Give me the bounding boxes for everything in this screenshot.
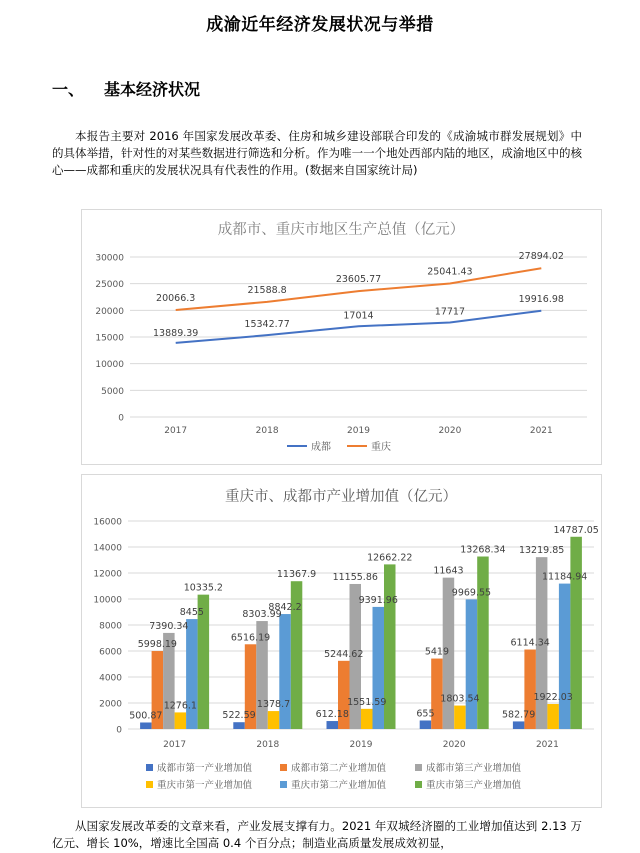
bar bbox=[361, 709, 373, 729]
chart-title: 重庆市、成都市产业增加值（亿元） bbox=[225, 489, 457, 505]
data-label: 1803.54 bbox=[440, 693, 480, 705]
data-label: 19916.98 bbox=[518, 293, 564, 305]
data-label: 17717 bbox=[434, 306, 466, 318]
y-tick-label: 12000 bbox=[93, 569, 122, 580]
data-label: 9969.55 bbox=[451, 587, 492, 599]
data-label: 17014 bbox=[343, 310, 374, 322]
x-tick-label: 2017 bbox=[163, 740, 187, 750]
legend-label: 成都市第三产业增加值 bbox=[426, 763, 522, 774]
data-label: 9391.96 bbox=[358, 594, 398, 606]
data-label: 1551.59 bbox=[347, 696, 387, 708]
bar bbox=[268, 711, 280, 729]
legend-swatch bbox=[146, 764, 153, 771]
y-tick-label: 14000 bbox=[93, 543, 122, 554]
data-label: 15342.77 bbox=[244, 319, 290, 331]
data-label: 522.59 bbox=[222, 710, 256, 722]
y-tick-label: 20000 bbox=[95, 306, 124, 317]
bar bbox=[547, 704, 559, 729]
bar bbox=[454, 706, 466, 729]
bar bbox=[420, 720, 432, 729]
data-label: 13268.34 bbox=[460, 544, 506, 556]
legend-swatch bbox=[415, 764, 422, 771]
data-label: 8303.99 bbox=[242, 609, 282, 621]
data-label: 1922.03 bbox=[533, 692, 573, 704]
y-tick-label: 10000 bbox=[95, 360, 124, 371]
data-label: 500.87 bbox=[129, 710, 163, 722]
data-label: 1378.7 bbox=[256, 699, 291, 711]
y-tick-label: 8000 bbox=[99, 621, 122, 632]
bar bbox=[466, 599, 478, 729]
legend-label: 重庆市第二产业增加值 bbox=[291, 780, 387, 791]
gdp-line-chart-svg bbox=[82, 210, 601, 464]
legend-label: 成都市第二产业增加值 bbox=[291, 763, 387, 774]
x-tick-label: 2021 bbox=[535, 740, 559, 750]
legend-swatch bbox=[146, 781, 153, 788]
legend-label: 重庆市第一产业增加值 bbox=[157, 780, 253, 791]
intro-paragraph: 本报告主要对 2016 年国家发展改革委、住房和城乡建设部联合印发的《成渝城市群发展规划》中的具体举措，针对性的对某些数据进行筛选和分析。作为唯一一个地处西部内陆的地区，成渝地区中的核心——成都和重庆的发展状况具有代表性的作用。(数据来自国家统计局) bbox=[52, 129, 582, 177]
data-label: 25041.43 bbox=[427, 266, 473, 278]
y-tick-label: 10000 bbox=[93, 595, 122, 606]
data-label: 13219.85 bbox=[518, 545, 565, 557]
data-label: 11367.9 bbox=[276, 569, 317, 581]
data-label: 5419 bbox=[424, 646, 450, 658]
y-tick-label: 15000 bbox=[95, 333, 124, 344]
y-tick-label: 0 bbox=[116, 725, 122, 736]
bar bbox=[233, 722, 245, 729]
bar bbox=[175, 712, 187, 729]
y-tick-label: 2000 bbox=[99, 699, 122, 710]
x-tick-label: 2019 bbox=[347, 426, 370, 436]
section-title: 基本经济状况 bbox=[104, 80, 201, 99]
data-label: 11643 bbox=[433, 565, 464, 577]
section-heading bbox=[52, 77, 200, 100]
legend-label: 成都市第一产业增加值 bbox=[157, 763, 253, 774]
closing-paragraph: 从国家发展改革委的文章来看，产业发展支撑有力。2021 年双城经济圈的工业增加值达到 2.13 万亿元、增长 10%，增速比全国高 0.4 个百分点；制造业高质量发展成效初显， bbox=[52, 819, 582, 850]
y-tick-label: 30000 bbox=[95, 253, 124, 264]
data-label: 13889.39 bbox=[153, 327, 199, 339]
chart-title: 成都市、重庆市地区生产总值（亿元） bbox=[217, 222, 465, 238]
bar bbox=[186, 619, 198, 729]
bar bbox=[373, 607, 385, 729]
legend-label: 重庆 bbox=[371, 442, 391, 453]
data-label: 582.79 bbox=[502, 709, 536, 721]
data-label: 5244.62 bbox=[324, 648, 364, 660]
y-tick-label: 0 bbox=[118, 413, 124, 424]
x-tick-label: 2020 bbox=[438, 426, 462, 436]
legend-swatch bbox=[280, 764, 287, 771]
data-label: 20066.3 bbox=[156, 292, 196, 304]
data-label: 5998.19 bbox=[137, 639, 177, 651]
data-label: 1276.1 bbox=[163, 700, 197, 712]
x-tick-label: 2018 bbox=[255, 426, 279, 436]
data-label: 10335.2 bbox=[183, 582, 223, 594]
x-tick-label: 2020 bbox=[442, 740, 466, 750]
legend-swatch bbox=[415, 781, 422, 788]
data-label: 655 bbox=[416, 708, 435, 720]
data-label: 6114.34 bbox=[510, 637, 550, 649]
data-label: 6516.19 bbox=[230, 632, 271, 644]
y-tick-label: 5000 bbox=[101, 386, 124, 397]
data-label: 23605.77 bbox=[335, 274, 382, 286]
industry-bar-chart-svg bbox=[82, 475, 601, 807]
data-label: 11184.94 bbox=[541, 571, 588, 583]
bar bbox=[327, 721, 339, 729]
data-label: 7390.34 bbox=[149, 620, 189, 632]
y-tick-label: 6000 bbox=[99, 647, 122, 658]
y-tick-label: 4000 bbox=[99, 673, 122, 684]
document-title: 成渝近年经济发展状况与举措 bbox=[206, 15, 434, 35]
x-tick-label: 2021 bbox=[529, 426, 553, 436]
bar bbox=[279, 614, 291, 729]
data-label: 27894.02 bbox=[518, 251, 564, 263]
y-tick-label: 25000 bbox=[95, 280, 124, 291]
gdp-line-chart bbox=[81, 209, 602, 465]
bar bbox=[559, 584, 571, 729]
data-label: 12662.22 bbox=[367, 552, 413, 564]
data-label: 8842.2 bbox=[268, 602, 302, 614]
data-label: 8455 bbox=[179, 607, 204, 619]
data-label: 11155.86 bbox=[332, 571, 378, 583]
industry-bar-chart bbox=[81, 474, 602, 808]
bar bbox=[513, 721, 525, 729]
legend-label: 成都 bbox=[311, 442, 331, 453]
data-label: 14787.05 bbox=[553, 524, 599, 536]
bar bbox=[140, 722, 152, 729]
x-tick-label: 2017 bbox=[164, 426, 188, 436]
legend-swatch bbox=[280, 781, 287, 788]
x-tick-label: 2018 bbox=[256, 740, 280, 750]
legend-label: 重庆市第三产业增加值 bbox=[426, 780, 522, 791]
y-tick-label: 16000 bbox=[93, 517, 122, 528]
data-label: 612.18 bbox=[315, 709, 349, 721]
section-number: 一、 bbox=[52, 80, 85, 99]
x-tick-label: 2019 bbox=[349, 740, 373, 750]
data-label: 21588.8 bbox=[247, 284, 287, 296]
